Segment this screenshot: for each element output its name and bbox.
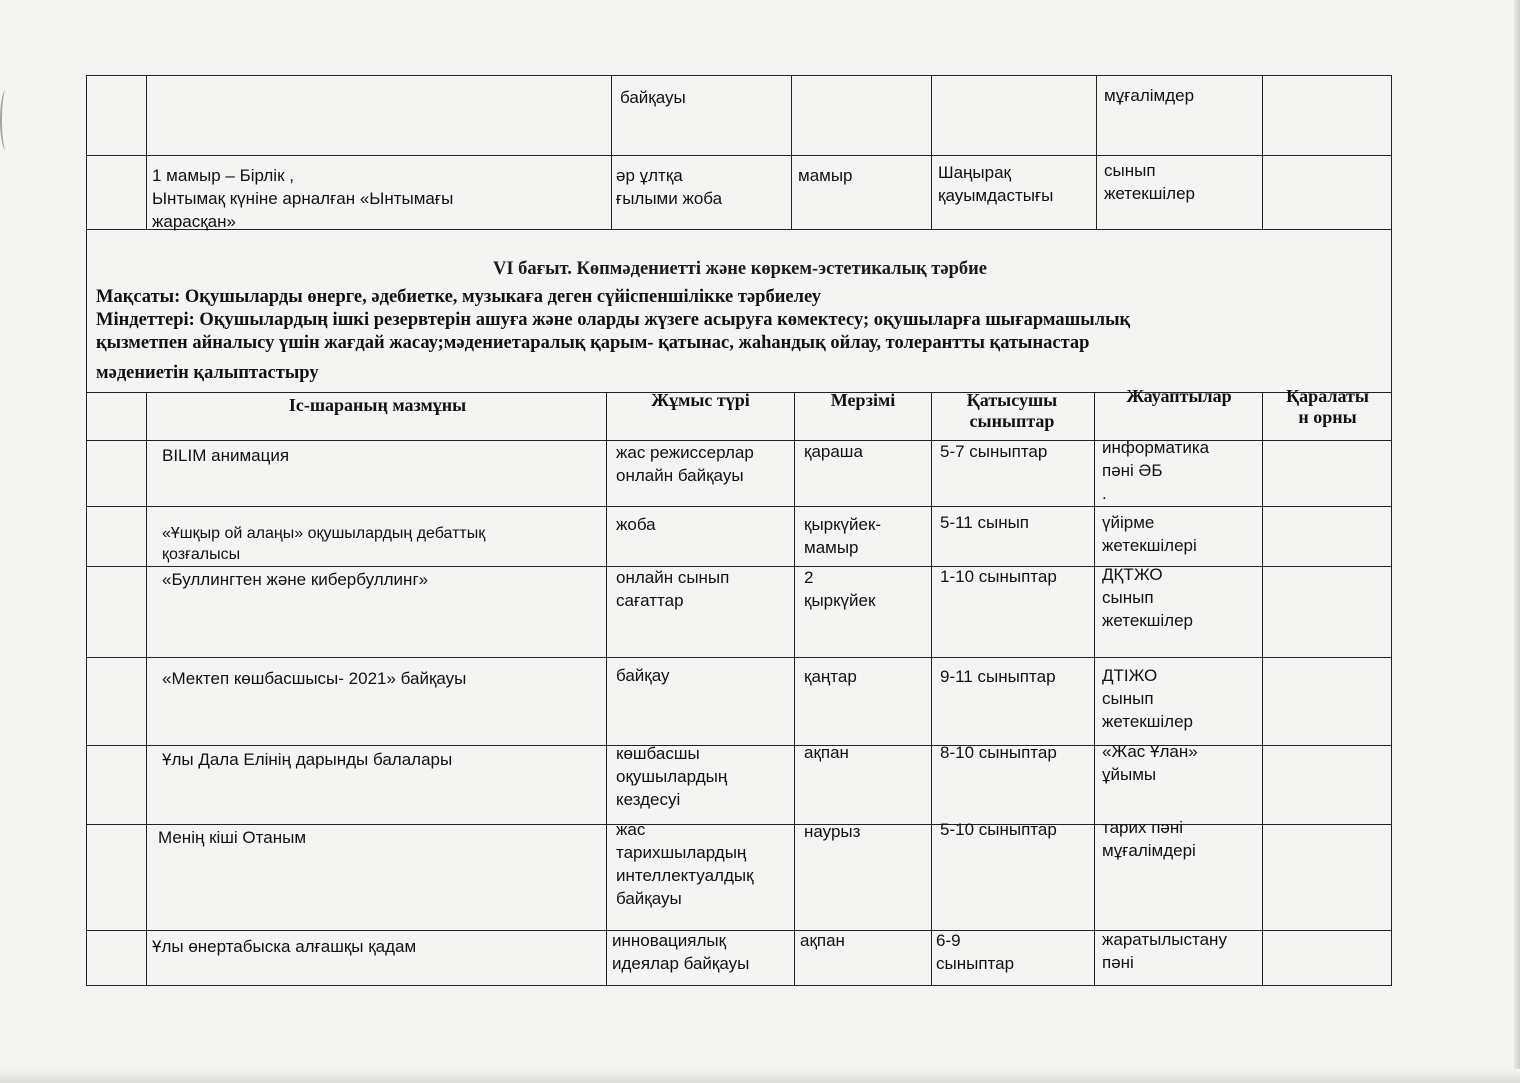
row-1-participants: 5-7 сыныптар xyxy=(940,442,1048,461)
row-6-work-type: жас тарихшылардың интеллектуалдық байқауы xyxy=(616,820,754,908)
header-responsible: Жауаптылар xyxy=(1126,386,1232,406)
row-5-work-type: көшбасшы оқушылардың кездесуі xyxy=(616,744,728,809)
row-5-deadline: ақпан xyxy=(804,743,849,762)
row-6-content: Менің кіші Отаным xyxy=(158,828,307,847)
row-2-participants: 5-11 сынып xyxy=(940,513,1030,532)
section-tasks-line-3: мәдениетін қалыптастыру xyxy=(96,363,319,383)
row-1-deadline: қараша xyxy=(804,442,863,461)
top-row-1-work-type: байқауы xyxy=(620,88,686,107)
row-3-responsible: ДҚТЖО сынып жетекшілер xyxy=(1102,565,1193,630)
row-4-participants: 9-11 сыныптар xyxy=(940,667,1056,686)
row-7-content: Ұлы өнертабыска алғашқы қадам xyxy=(152,937,417,956)
row-1-responsible: информатика пәні ӘБ . xyxy=(1102,438,1210,503)
top-row-2-work-type: әр ұлтқа ғылыми жоба xyxy=(616,166,723,208)
section-title: VI бағыт. Көпмәдениетті және көркем-эстетикалық тәрбие xyxy=(493,259,987,279)
row-1-content: BILIM анимация xyxy=(162,446,290,465)
page-bottom-shadow xyxy=(0,1069,1520,1083)
row-1-work-type: жас режиссерлар онлайн байқауы xyxy=(616,443,754,485)
top-row-2-deadline: мамыр xyxy=(798,166,853,185)
header-work-type: Жұмыс түрі xyxy=(651,390,750,410)
row-2-work-type: жоба xyxy=(616,515,656,534)
header-participants: Қатысушы сыныптар xyxy=(966,390,1058,431)
row-7-participants: 6-9 сыныптар xyxy=(936,931,1015,973)
row-5-participants: 8-10 сыныптар xyxy=(940,743,1057,762)
top-row-1-responsible: мұғалімдер xyxy=(1104,86,1195,105)
row-3-deadline: 2 қыркүйек xyxy=(804,568,876,610)
row-3-content: «Буллингтен және кибербуллинг» xyxy=(162,570,429,589)
header-deadline: Мерзімі xyxy=(830,390,896,410)
top-row-2-responsible: сынып жетекшілер xyxy=(1104,161,1195,203)
row-6-deadline: наурыз xyxy=(804,822,861,841)
row-2-deadline: қыркүйек- мамыр xyxy=(804,515,882,557)
row-3-work-type: онлайн сынып сағаттар xyxy=(616,568,730,610)
row-4-content: «Мектеп көшбасшысы- 2021» байқауы xyxy=(162,669,467,688)
row-7-responsible: жаратылыстану пәні xyxy=(1102,930,1227,972)
scan-edge-artifact xyxy=(0,90,12,150)
row-7-deadline: ақпан xyxy=(800,931,845,950)
row-5-content: Ұлы Дала Елінің дарынды балалары xyxy=(162,750,453,769)
row-3-participants: 1-10 сыныптар xyxy=(940,567,1057,586)
header-review-place: Қаралаты н орны xyxy=(1286,386,1369,427)
row-6-responsible: тарих пәні мұғалімдері xyxy=(1102,818,1196,860)
page-right-edge xyxy=(1514,0,1520,1083)
row-7-work-type: инновациялық идеялар байқауы xyxy=(612,931,750,973)
row-2-content: «Ұшқыр ой алаңы» оқушылардың дебаттық қозғалысы xyxy=(162,525,486,563)
section-tasks-line-1: Міндеттері: Оқушылардың ішкі резервтерін ашуға және оларды жүзеге асыруға көмектесу; оқушыларға шығармашылық xyxy=(96,310,1131,330)
row-4-deadline: қаңтар xyxy=(804,667,857,686)
row-4-work-type: байқау xyxy=(616,666,670,685)
top-row-2-participants: Шаңырақ қауымдастығы xyxy=(938,163,1054,205)
top-row-2-content: 1 мамыр – Бірлік , Ынтымақ күніне арналған «Ынтымағы жарасқан» xyxy=(152,166,454,231)
row-2-responsible: үйірме жетекшілері xyxy=(1102,513,1197,555)
row-6-participants: 5-10 сыныптар xyxy=(940,820,1057,839)
section-tasks-line-2: қызметпен айналысу үшін жағдай жасау;мәдениетаралық қарым- қатынас, жаһандық ойлау, толерантты қатынастар xyxy=(96,333,1090,353)
section-goal: Мақсаты: Оқушыларды өнерге, әдебиетке, музыкаға деген сүйіспеншілікке тәрбиелеу xyxy=(96,287,821,307)
row-5-responsible: «Жас Ұлан» ұйымы xyxy=(1102,742,1198,784)
row-4-responsible: ДТІЖО сынып жетекшілер xyxy=(1102,666,1193,731)
header-content: Іс-шараның мазмұны xyxy=(288,395,467,415)
